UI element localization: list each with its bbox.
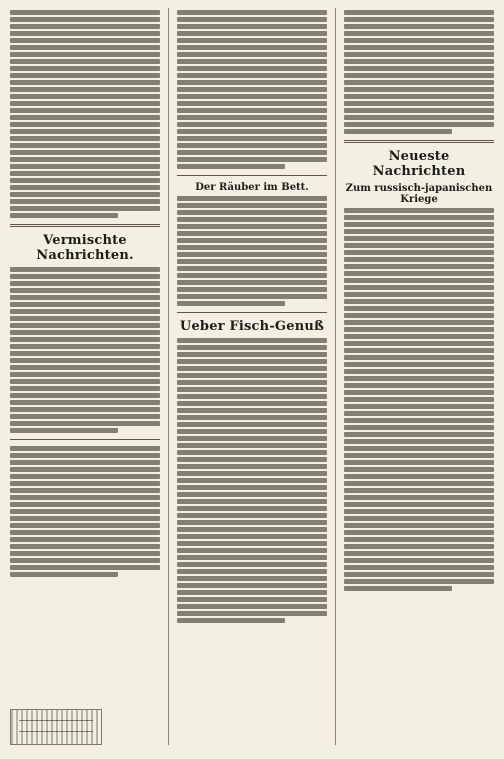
middle-divider-1	[177, 175, 327, 176]
right-column	[335, 8, 494, 745]
section-subheading-russisch-japanischer-krieg: Zum russisch-japanischen Kriege	[345, 183, 493, 205]
section-heading-neueste-nachrichten: Neueste Nachrichten	[372, 149, 466, 179]
section-heading-der-raeuber-im-bett: Der Räuber im Bett.	[195, 182, 309, 193]
section-heading-vermischte-nachrichten: Vermischte Nachrichten.	[36, 233, 134, 263]
left-divider-2	[10, 439, 160, 440]
middle-article-3	[177, 338, 327, 623]
left-article-1	[10, 10, 160, 218]
middle-article-2	[177, 196, 327, 306]
column-container	[10, 8, 494, 745]
left-divider-1	[10, 224, 160, 227]
right-article-1	[344, 10, 494, 134]
middle-column	[168, 8, 327, 745]
section-heading-ueber-fisch-genuss: Ueber Fisch-Genuß	[179, 319, 325, 334]
right-divider-1	[344, 140, 494, 143]
left-article-2	[10, 267, 160, 433]
left-column	[10, 8, 160, 745]
library-stamp	[10, 709, 102, 745]
left-article-3	[10, 446, 160, 577]
middle-article-1	[177, 10, 327, 169]
right-article-2	[344, 208, 494, 591]
middle-divider-2	[177, 312, 327, 313]
